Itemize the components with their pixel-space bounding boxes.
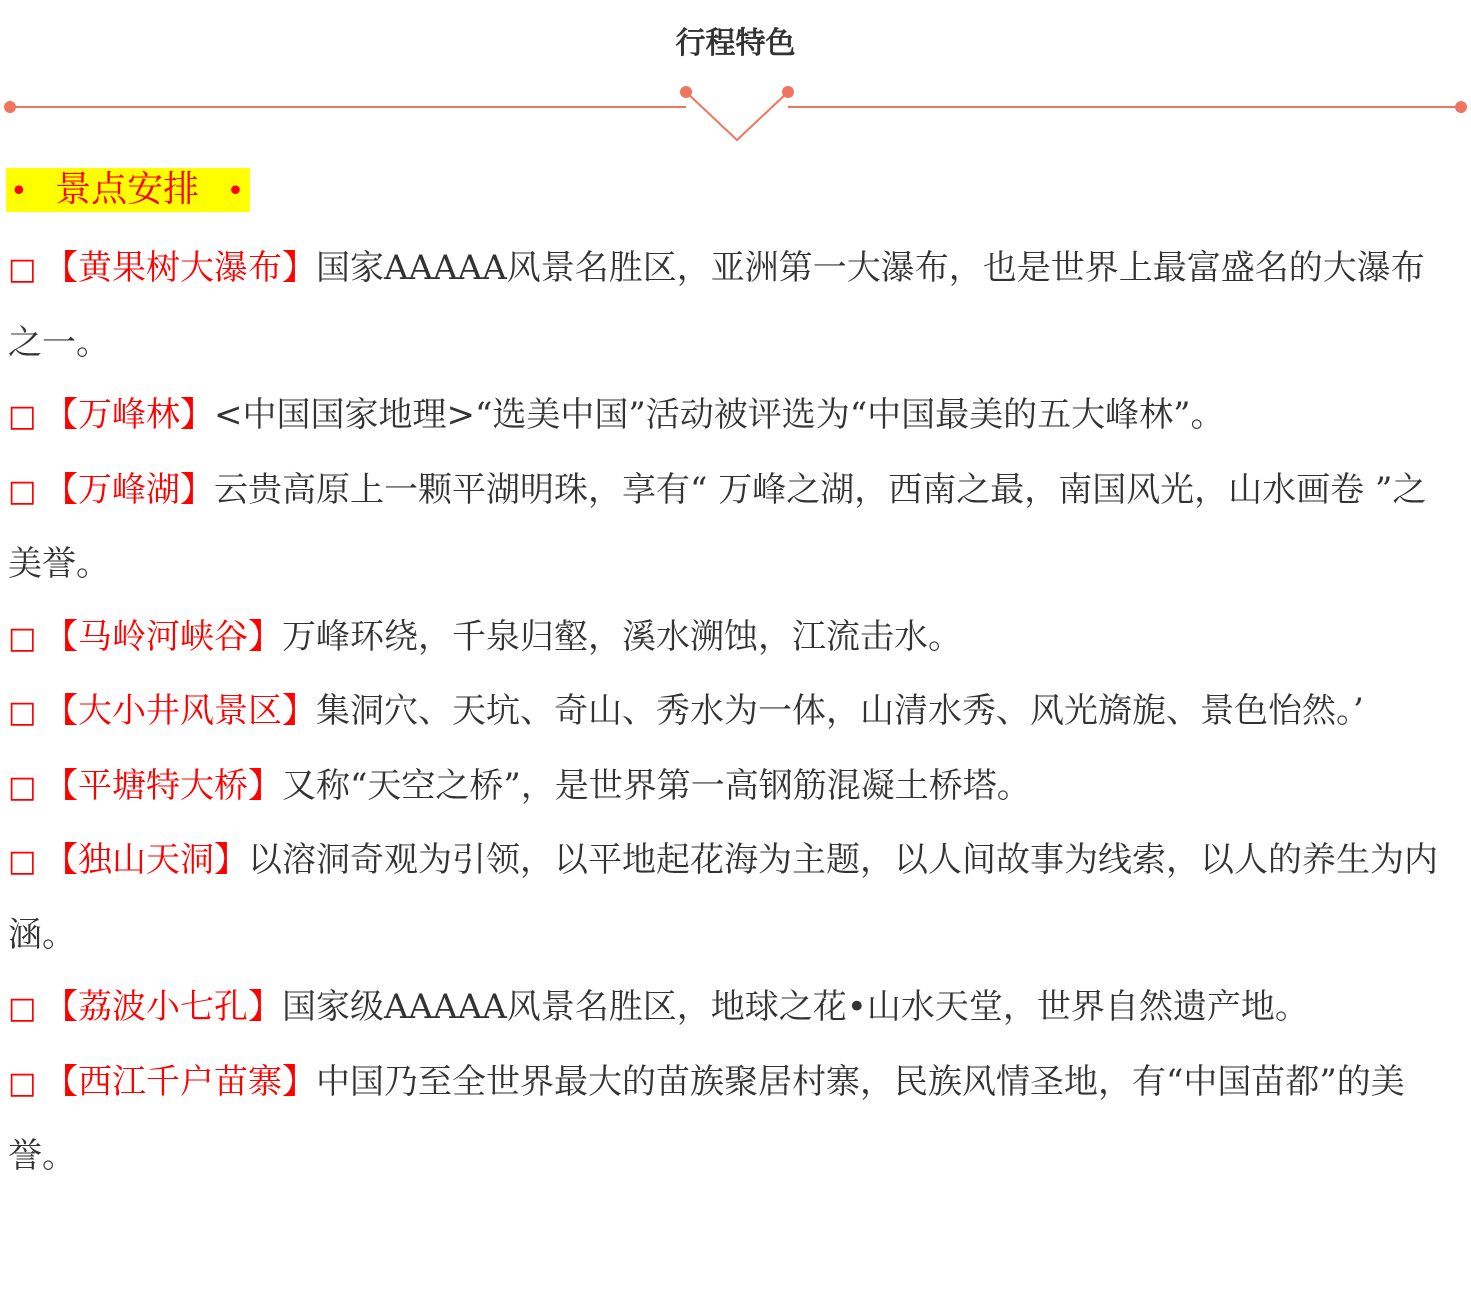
attraction-description: 云贵高原上一颗平湖明珠，享有“ 万峰之湖，西南之最，南国风光，山水画卷 ”之美誉。 bbox=[8, 469, 1427, 584]
attraction-name: 【荔波小七孔】 bbox=[44, 987, 282, 1027]
attraction-list bbox=[8, 232, 1458, 1193]
attraction-description: 中国乃至全世界最大的苗族聚居村寨，民族风情圣地，有“中国苗都”的美誉。 bbox=[8, 1061, 1405, 1176]
checkbox-marker: □ bbox=[8, 473, 37, 509]
checkbox-marker: □ bbox=[8, 769, 37, 805]
list-item bbox=[8, 675, 1458, 750]
attraction-name: 【西江千户苗寨】 bbox=[44, 1061, 316, 1102]
divider-dot-notch-left bbox=[680, 86, 692, 98]
divider-dot-right-end bbox=[1455, 101, 1467, 113]
list-item bbox=[8, 1046, 1458, 1193]
attraction-name: 【大小井风景区】 bbox=[44, 691, 316, 731]
attraction-name: 【平塘特大桥】 bbox=[44, 765, 282, 806]
list-item bbox=[8, 750, 1458, 825]
checkbox-marker: □ bbox=[8, 991, 37, 1026]
section-heading-label: 景点安排 bbox=[55, 169, 200, 210]
divider-dot-left-end bbox=[4, 101, 16, 113]
list-item bbox=[8, 379, 1458, 454]
attraction-name: 【黄果树大瀑布】 bbox=[44, 248, 316, 288]
checkbox-marker: □ bbox=[8, 844, 37, 879]
page-title: 行程特色 bbox=[675, 26, 796, 61]
attraction-description: <中国国家地理>“选美中国”活动被评选为“中国最美的五大峰林”。 bbox=[214, 395, 1225, 435]
checkbox-marker: □ bbox=[8, 695, 37, 730]
checkbox-marker: □ bbox=[8, 1065, 37, 1101]
section-heading bbox=[6, 168, 250, 212]
list-item bbox=[8, 232, 1458, 379]
attraction-description: 以溶洞奇观为引领，以平地起花海为主题，以人间故事为线索，以人的养生为内涵。 bbox=[8, 840, 1438, 955]
checkbox-marker: □ bbox=[8, 252, 37, 287]
attraction-name: 【万峰林】 bbox=[44, 395, 214, 435]
list-item bbox=[8, 454, 1458, 601]
bullet-dot-left: • bbox=[10, 174, 28, 209]
list-item bbox=[8, 601, 1458, 676]
attraction-description: 又称“天空之桥”，是世界第一高钢筋混凝土桥塔。 bbox=[282, 765, 1031, 806]
attraction-name: 【马岭河峡谷】 bbox=[44, 616, 282, 657]
checkbox-marker: □ bbox=[8, 399, 37, 434]
bullet-dot-right: • bbox=[226, 174, 245, 209]
attraction-description: 万峰环绕，千泉归壑，溪水溯蚀，江流击水。 bbox=[282, 616, 962, 657]
attraction-name: 【独山天洞】 bbox=[44, 840, 248, 880]
list-item bbox=[8, 971, 1458, 1046]
attraction-description: 国家级AAAAA风景名胜区，地球之花•山水天堂，世界自然遗产地。 bbox=[282, 987, 1309, 1027]
divider-v-notch bbox=[686, 92, 788, 140]
attraction-description: 集洞穴、天坑、奇山、秀水为一体，山清水秀、风光旖旎、景色怡然。’ bbox=[316, 691, 1364, 731]
checkbox-marker: □ bbox=[8, 620, 37, 656]
divider-dot-notch-right bbox=[782, 86, 794, 98]
attraction-name: 【万峰湖】 bbox=[44, 469, 214, 510]
list-item bbox=[8, 824, 1458, 971]
title-divider bbox=[0, 80, 1471, 150]
attraction-description: 国家AAAAA风景名胜区，亚洲第一大瀑布，也是世界上最富盛名的大瀑布之一。 bbox=[8, 248, 1425, 363]
